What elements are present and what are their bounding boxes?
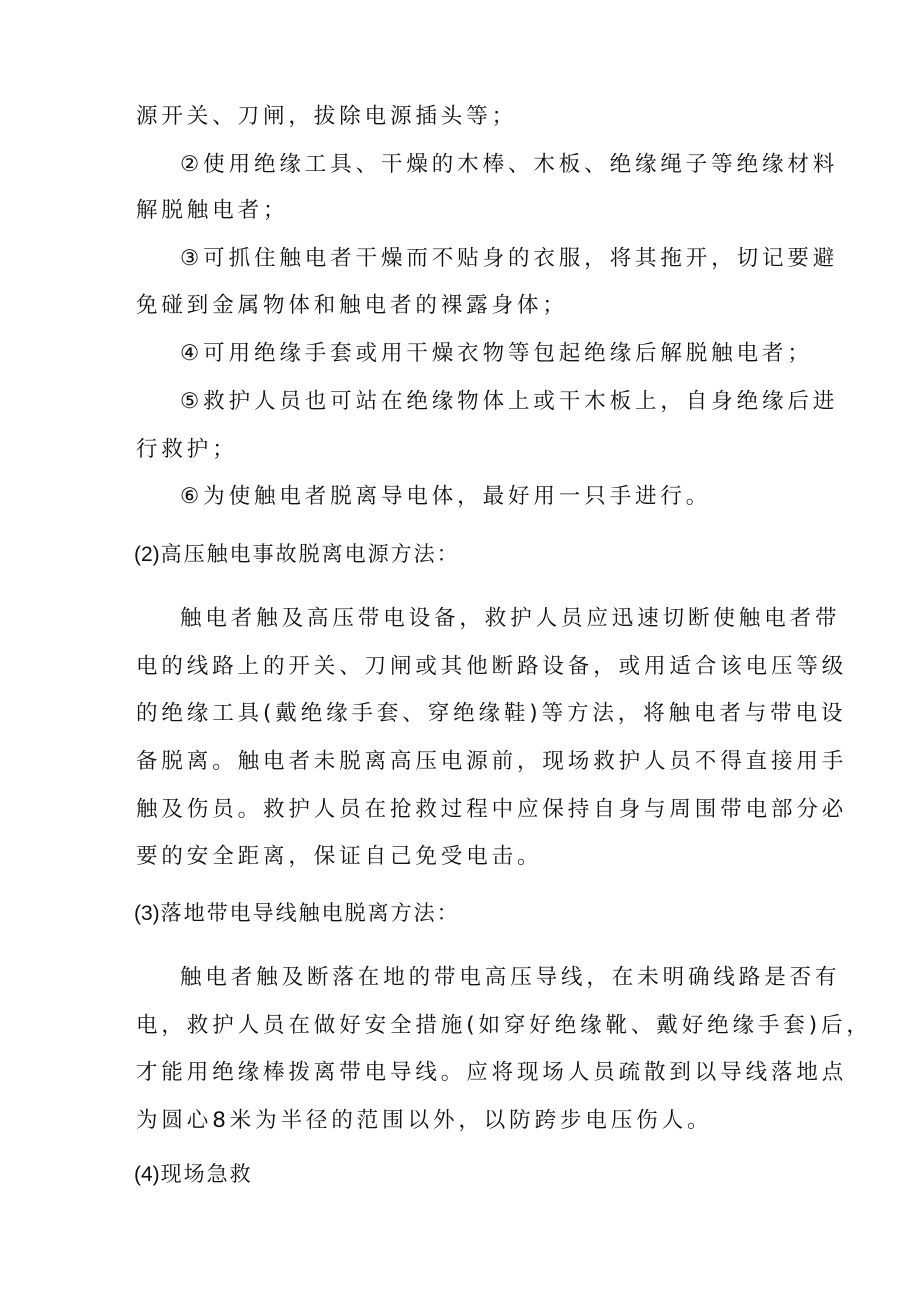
high-voltage-line-3: 的绝缘工具(戴绝缘手套、穿绝缘鞋)等方法，将触电者与带电设 xyxy=(136,701,847,726)
high-voltage-line-6: 要的安全距离，保证自己免受电击。 xyxy=(136,844,543,869)
section-title-4: 现场急救 xyxy=(160,1162,253,1186)
high-voltage-line-4: 备脱离。触电者未脱离高压电源前，现场救护人员不得直接用手 xyxy=(136,749,848,774)
item-5-line-2: 行救护； xyxy=(136,437,238,462)
section-title-3: 落地带电导线触电脱离方法： xyxy=(160,901,460,925)
section-number-2: (2) xyxy=(134,543,160,566)
section-heading-3 xyxy=(134,903,460,924)
item-3-line-2: 免碰到金属物体和触电者的裸露身体； xyxy=(136,293,568,318)
section-number-3: (3) xyxy=(134,902,160,925)
fallen-wire-line-2: 电，救护人员在做好安全措施(如穿好绝缘靴、戴好绝缘手套)后， xyxy=(136,1013,872,1038)
section-heading-4 xyxy=(134,1164,253,1185)
fallen-wire-line-1: 触电者触及断落在地的带电高压导线，在未明确线路是否有 xyxy=(180,965,841,990)
high-voltage-line-5: 触及伤员。救护人员在抢救过程中应保持自身与周围带电部分必 xyxy=(136,797,848,822)
high-voltage-line-1: 触电者触及高压带电设备，救护人员应迅速切断使触电者带 xyxy=(180,606,841,631)
item-3-line-1: ③可抓住触电者干燥而不贴身的衣服，将其拖开，切记要避 xyxy=(180,246,839,271)
item-5-line-1: ⑤救护人员也可站在绝缘物体上或干木板上，自身绝缘后进 xyxy=(180,389,839,414)
section-title-2: 高压触电事故脱离电源方法： xyxy=(160,542,460,566)
fallen-wire-line-3: 才能用绝缘棒拨离带电导线。应将现场人员疏散到以导线落地点 xyxy=(136,1060,848,1085)
fallen-wire-line-4: 为圆心8米为半径的范围以外，以防跨步电压伤人。 xyxy=(136,1108,713,1133)
item-6-line-1: ⑥为使触电者脱离导电体，最好用一只手进行。 xyxy=(180,484,712,509)
item-4-line-1: ④可用绝缘手套或用干燥衣物等包起绝缘后解脱触电者； xyxy=(180,341,813,366)
section-heading-2 xyxy=(134,544,460,565)
section-number-4: (4) xyxy=(134,1163,160,1186)
item-2-line-1: ②使用绝缘工具、干燥的木棒、木板、绝缘绳子等绝缘材料 xyxy=(180,152,839,177)
item-2-line-2: 解脱触电者； xyxy=(136,198,289,223)
paragraph-power-switch-line: 源开关、刀闸，拔除电源插头等； xyxy=(136,104,518,129)
high-voltage-line-2: 电的线路上的开关、刀闸或其他断路设备，或用适合该电压等级 xyxy=(136,654,848,679)
